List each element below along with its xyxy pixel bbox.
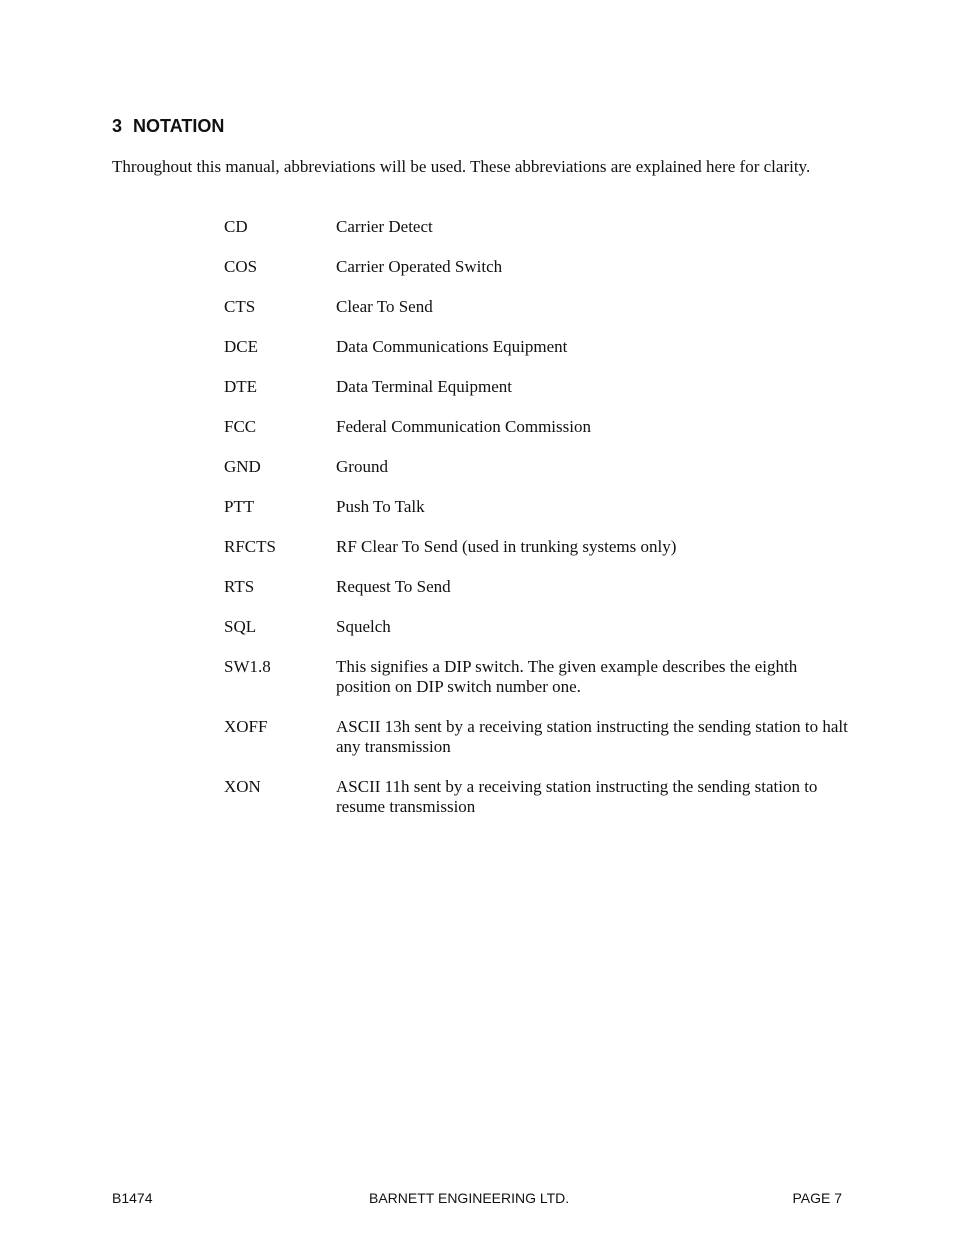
abbreviation-term: SW1.8 bbox=[224, 657, 271, 676]
abbreviation-row bbox=[224, 777, 856, 817]
abbreviation-definition: Push To Talk bbox=[336, 497, 425, 516]
abbreviation-row bbox=[224, 617, 856, 637]
abbreviation-row bbox=[224, 457, 856, 477]
section-heading bbox=[112, 115, 224, 137]
abbreviation-list bbox=[224, 217, 856, 837]
abbreviation-term: PTT bbox=[224, 497, 255, 516]
abbreviation-term: CD bbox=[224, 217, 248, 236]
abbreviation-row bbox=[224, 217, 856, 237]
page-footer bbox=[112, 1188, 842, 1208]
footer-company: BARNETT ENGINEERING LTD. bbox=[369, 1190, 570, 1206]
intro-paragraph: Throughout this manual, abbreviations will be used. These abbreviations are explained here for clarity. bbox=[112, 157, 811, 176]
abbreviation-definition: Carrier Operated Switch bbox=[336, 257, 503, 276]
footer-page-number: PAGE 7 bbox=[792, 1190, 842, 1206]
abbreviation-definition: Data Terminal Equipment bbox=[336, 377, 513, 396]
abbreviation-definition: Federal Communication Commission bbox=[336, 417, 591, 436]
abbreviation-term: GND bbox=[224, 457, 261, 476]
abbreviation-definition: RF Clear To Send (used in trunking systems only) bbox=[336, 537, 677, 556]
abbreviation-row bbox=[224, 577, 856, 597]
abbreviation-definition: Request To Send bbox=[336, 577, 451, 596]
abbreviation-definition: Data Communications Equipment bbox=[336, 337, 568, 356]
abbreviation-row bbox=[224, 377, 856, 397]
abbreviation-term: FCC bbox=[224, 417, 257, 436]
abbreviation-row bbox=[224, 497, 856, 517]
abbreviation-term: DCE bbox=[224, 337, 258, 356]
abbreviation-term: SQL bbox=[224, 617, 257, 636]
abbreviation-row bbox=[224, 717, 856, 757]
abbreviation-term: RTS bbox=[224, 577, 255, 596]
abbreviation-definition: Clear To Send bbox=[336, 297, 433, 316]
abbreviation-term: XON bbox=[224, 777, 261, 796]
abbreviation-definition: ASCII 13h sent by a receiving station instructing the sending station to halt any transmission bbox=[336, 717, 848, 756]
abbreviation-row bbox=[224, 257, 856, 277]
abbreviation-definition: This signifies a DIP switch. The given example describes the eighth position on DIP switch number one. bbox=[336, 657, 798, 696]
abbreviation-row bbox=[224, 657, 856, 697]
abbreviation-definition: Squelch bbox=[336, 617, 391, 636]
footer-doc-number: B1474 bbox=[112, 1190, 153, 1206]
abbreviation-row bbox=[224, 337, 856, 357]
abbreviation-row bbox=[224, 417, 856, 437]
abbreviation-row bbox=[224, 297, 856, 317]
abbreviation-term: CTS bbox=[224, 297, 256, 316]
abbreviation-term: DTE bbox=[224, 377, 258, 396]
abbreviation-row bbox=[224, 537, 856, 557]
section-title: NOTATION bbox=[133, 116, 225, 136]
section-number: 3 bbox=[112, 116, 123, 136]
abbreviation-definition: Carrier Detect bbox=[336, 217, 433, 236]
abbreviation-term: RFCTS bbox=[224, 537, 276, 556]
abbreviation-definition: Ground bbox=[336, 457, 388, 476]
abbreviation-definition: ASCII 11h sent by a receiving station instructing the sending station to resume transmission bbox=[336, 777, 818, 816]
abbreviation-term: COS bbox=[224, 257, 258, 276]
abbreviation-term: XOFF bbox=[224, 717, 268, 736]
